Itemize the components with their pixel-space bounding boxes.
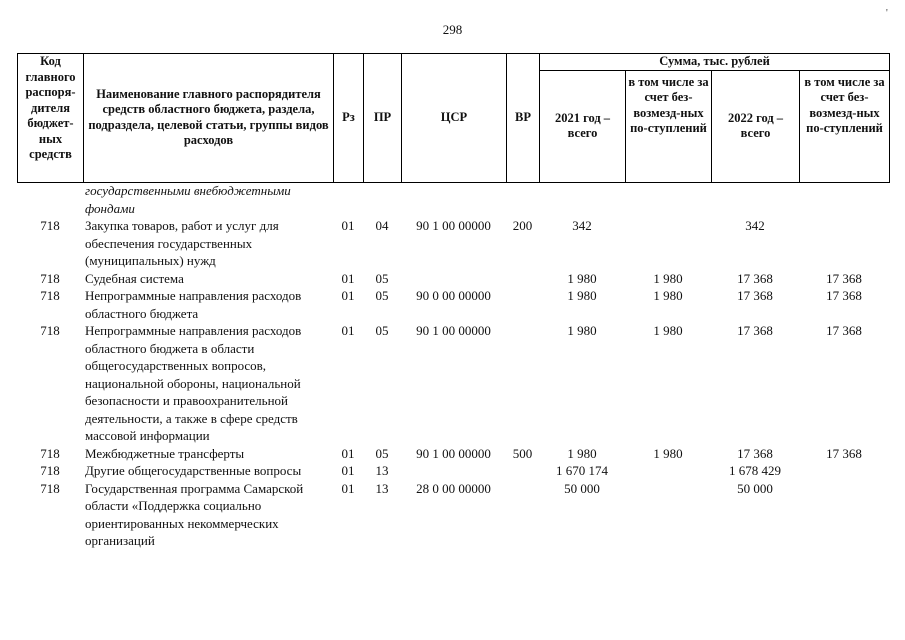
cell-vr: 200 [512, 218, 533, 233]
cell-2022-free: 17 368 [826, 323, 862, 338]
cell-2022-free [799, 182, 889, 217]
cell-csr: 28 0 00 00000 [416, 480, 491, 496]
cell-csr: 90 1 00 00000 [416, 218, 491, 233]
table-header [17, 53, 890, 183]
cell-name: Закупка товаров, работ и услуг для обеспечения государственных (муниципальных) нужд [85, 218, 279, 268]
cell-code: 718 [40, 463, 60, 478]
cell-2022-total: 17 368 [737, 323, 773, 338]
cell-2021-total: 1 980 [567, 288, 597, 303]
cell-code: 718 [40, 218, 60, 233]
cell-pr [363, 182, 401, 217]
cell-rz: 01 [341, 323, 355, 338]
cell-code: 718 [40, 270, 60, 286]
table-row [17, 445, 889, 463]
cell-pr: 13 [375, 463, 389, 478]
cell-2021-total [539, 182, 625, 217]
cell-csr: 90 0 00 00000 [416, 288, 491, 303]
table-body [17, 182, 889, 550]
cell-code: 718 [40, 288, 60, 303]
table-row [17, 287, 889, 322]
cell-csr [401, 270, 506, 288]
header-sum: Сумма, тыс. рублей [540, 54, 890, 71]
cell-2022-free: 17 368 [826, 270, 862, 286]
cell-2022-total: 17 368 [737, 270, 773, 286]
header-2021-total: 2021 год – всего [540, 70, 626, 182]
cell-pr: 13 [375, 480, 389, 496]
cell-pr: 05 [375, 323, 389, 338]
cell-name: Непрограммные направления расходов областного бюджета [85, 288, 302, 321]
cell-name: Судебная система [85, 270, 184, 286]
cell-2022-free [799, 462, 889, 480]
cell-2022-total [711, 182, 799, 217]
table-row [17, 217, 889, 270]
cell-2022-free [799, 217, 889, 270]
cell-2021-free: 1 980 [653, 288, 683, 303]
cell-code: 718 [40, 323, 60, 338]
cell-vr [506, 182, 539, 217]
cell-vr [506, 287, 539, 322]
cell-rz: 01 [341, 288, 355, 303]
table-row [17, 270, 889, 288]
cell-name: Непрограммные направления расходов областного бюджета в области общегосударственных вопросов, национальной обороны, национальной безопасности и правоохранительной деятельности, а также в сфере средств массовой информации [85, 323, 302, 443]
cell-vr [506, 322, 539, 445]
cell-2022-total: 17 368 [737, 288, 773, 303]
header-code: Код главного распоря-дителя бюджет-ных средств [18, 54, 84, 183]
corner-mark: ' [886, 8, 888, 19]
table-row [17, 182, 889, 217]
cell-csr: 90 1 00 00000 [416, 445, 491, 461]
cell-vr: 500 [512, 445, 533, 461]
cell-2021-free: 1 980 [653, 445, 683, 461]
cell-code [17, 182, 83, 217]
table-row [17, 322, 889, 445]
cell-2021-total: 1 980 [567, 270, 597, 286]
cell-rz: 01 [341, 480, 355, 496]
cell-name: Государственная программа Самарской области «Поддержка социально ориентированных некоммерческих организаций [85, 480, 304, 548]
cell-csr [401, 462, 506, 480]
header-2021-free: в том числе за счет без-возмезд-ных по-ступлений [626, 70, 712, 182]
cell-rz: 01 [341, 270, 355, 286]
header-name: Наименование главного распорядителя средств областного бюджета, раздела, подраздела, целевой статьи, группы видов расходов [84, 54, 334, 183]
cell-2022-total: 342 [745, 218, 765, 233]
page-number: 298 [442, 22, 463, 37]
cell-rz: 01 [341, 218, 355, 233]
cell-pr: 05 [375, 270, 389, 286]
cell-pr: 05 [375, 288, 389, 303]
table-row [17, 480, 889, 550]
cell-2021-total: 1 980 [567, 445, 597, 461]
cell-2021-free [625, 182, 711, 217]
cell-2022-total: 17 368 [737, 445, 773, 461]
cell-2021-total: 50 000 [564, 480, 600, 496]
cell-csr [401, 182, 506, 217]
cell-vr [506, 270, 539, 288]
header-2022-free: в том числе за счет без-возмезд-ных по-ступлений [800, 70, 890, 182]
cell-pr: 05 [375, 445, 389, 461]
cell-csr: 90 1 00 00000 [416, 323, 491, 338]
cell-rz [333, 182, 363, 217]
header-csr: ЦСР [402, 54, 507, 183]
header-2022-total: 2022 год – всего [712, 70, 800, 182]
cell-code: 718 [40, 445, 60, 461]
cell-2021-free: 1 980 [653, 270, 683, 286]
cell-rz: 01 [341, 445, 355, 461]
cell-2021-total: 1 670 174 [556, 463, 608, 478]
cell-2022-free: 17 368 [826, 288, 862, 303]
table-row [17, 462, 889, 480]
cell-rz: 01 [341, 463, 355, 478]
cell-2021-free: 1 980 [653, 323, 683, 338]
cell-2021-total: 342 [572, 218, 592, 233]
cell-vr [506, 480, 539, 550]
header-vr: ВР [507, 54, 540, 183]
cell-pr: 04 [375, 218, 389, 233]
header-rz: Рз [334, 54, 364, 183]
cell-2021-free [625, 217, 711, 270]
cell-code: 718 [40, 480, 60, 496]
cell-vr [506, 462, 539, 480]
cell-2022-total: 1 678 429 [729, 463, 781, 478]
cell-name: государственными внебюджетными фондами [85, 183, 291, 216]
header-pr: ПР [364, 54, 402, 183]
cell-2021-free [625, 480, 711, 550]
cell-2021-free [625, 462, 711, 480]
cell-name: Межбюджетные трансферты [85, 445, 245, 461]
cell-2022-free: 17 368 [826, 445, 862, 461]
cell-2022-total: 50 000 [737, 480, 773, 496]
cell-2021-total: 1 980 [567, 323, 597, 338]
cell-name: Другие общегосударственные вопросы [85, 463, 302, 478]
cell-2022-free [799, 480, 889, 550]
